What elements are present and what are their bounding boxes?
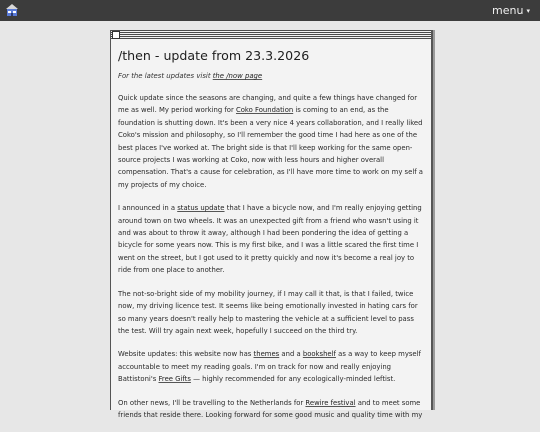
- paragraph-text: — highly recommended for any ecologically-minded leftist.: [190, 375, 396, 384]
- article-card: [110, 30, 433, 419]
- window-box-icon[interactable]: [112, 31, 120, 39]
- top-bar: [0, 0, 540, 21]
- paragraph-text: Website updates: this website now has: [118, 350, 254, 359]
- paragraph-5: [118, 397, 424, 422]
- card-title-bar: [111, 30, 431, 40]
- paragraph-text: as a way to keep myself accountable to meet my reading goals. I'm on track for now and really enjoying Battistoni's: [118, 350, 421, 384]
- paragraph-2: [118, 202, 424, 276]
- themes-link[interactable]: themes: [253, 350, 280, 359]
- free-gifts-link[interactable]: Free Gifts: [158, 375, 191, 384]
- chevron-down-icon: ▾: [526, 7, 530, 15]
- menu-label: menu: [492, 4, 524, 17]
- paragraph-text: On other news, I'll be travelling to the Netherlands for: [118, 398, 306, 407]
- subtitle: [118, 71, 424, 82]
- paragraph-text: and to meet some friends that reside there. Looking forward for some good music and quality time with my: [118, 398, 423, 419]
- coko-foundation-link[interactable]: Coko Foundation: [235, 106, 294, 115]
- site-logo-icon[interactable]: [4, 3, 20, 18]
- subtitle-text: For the latest updates visit: [118, 72, 213, 80]
- paragraph-text: I announced in a: [118, 204, 178, 213]
- status-update-link[interactable]: status update: [177, 204, 225, 213]
- paragraph-text: that I have a bicycle now, and I'm really enjoying getting around town on two wheels. It was an unexpected gift from a friend who wasn't using it and was about to throw it away, although I had been pondering the idea of getting a bicycle for some years now. This is my first bike, and I was a little scared the first time I went on the street, but I got used to it pretty quickly and now it's become a real joy to ride from one place to another.: [118, 204, 422, 275]
- paragraph-text: and a: [279, 350, 303, 359]
- paragraph-4: [118, 348, 424, 385]
- page-title: /then - update from 23.3.2026: [118, 48, 310, 63]
- now-page-link[interactable]: the /now page: [212, 72, 263, 80]
- paragraph-3: [118, 288, 424, 338]
- menu-button[interactable]: [492, 3, 530, 19]
- paragraph-text: is coming to an end, as the foundation is shutting down. It's been a very nice 4 years collaboration, and I really liked Coko's mission and philosophy, so I'll remember the good time I had here as one of the best places I've worked at. The bright side is that I'll keep working for the same open-source projects I was working at Coko, now with less hours and higher overall compensation. That's a cause for celebration, as I'll have more time to work on my self a my projects of my choice.: [118, 106, 423, 189]
- paragraph-1: [118, 92, 424, 191]
- bookshelf-link[interactable]: bookshelf: [302, 350, 336, 359]
- paragraph-text: Quick update since the seasons are changing, and quite a few things have changed for me as well. My period working for: [118, 94, 418, 115]
- paragraph-text: The not-so-bright side of my mobility journey, if I may call it that, is that I failed, twice now, my driving licence test. It seems like being emotionally invested in hating cars for so many years doesn't really help to mastering the vehicle at a sufficient level to pass the test. Will try again next week, hopefully I succeed on the third try.: [118, 289, 418, 335]
- article-content: [118, 48, 424, 432]
- rewire-festival-link[interactable]: Rewire festival: [305, 398, 356, 407]
